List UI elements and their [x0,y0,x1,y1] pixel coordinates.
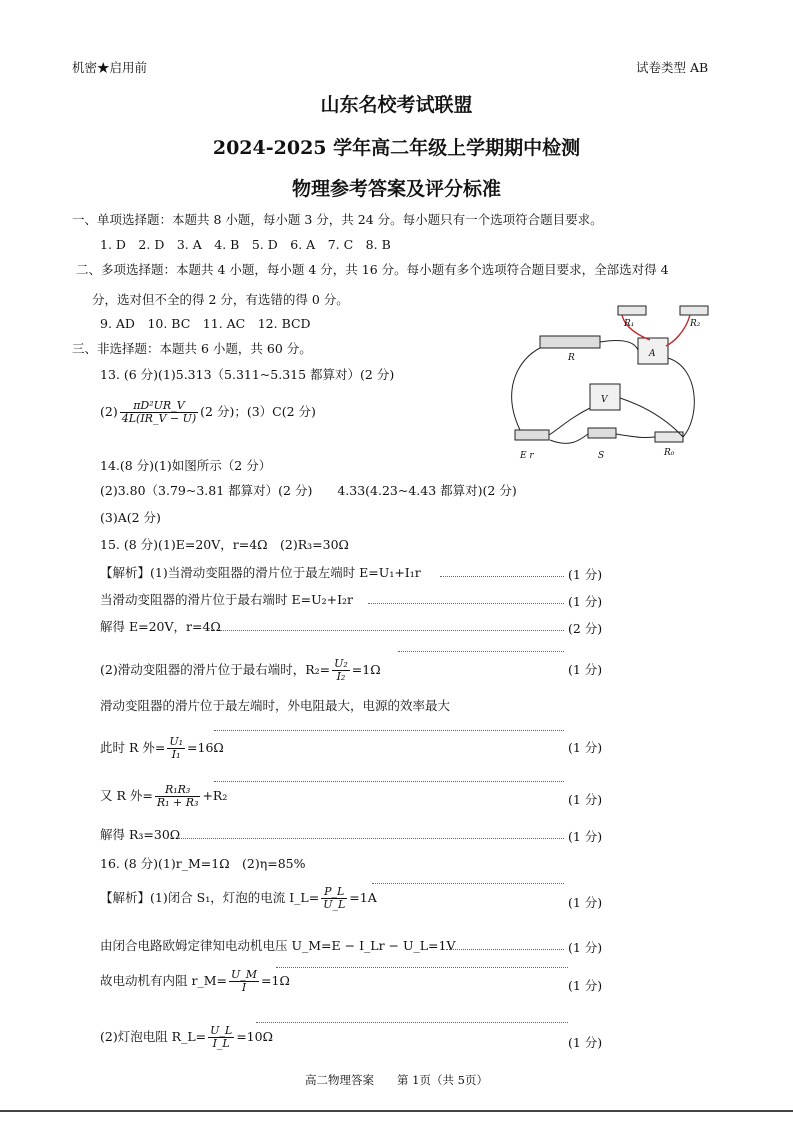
q15-line-4: (2)滑动变阻器的滑片位于最右端时，R₂= $\frac{\text{U₂}}{\text{I₂}}$ =1Ω [100,657,381,683]
confidential-label: 机密★启用前 [72,60,148,75]
q15-line-3: 解得 E=20V，r=4Ω [100,619,221,634]
q15-answer: 15. (8 分)(1)E=20V，r=4Ω (2)R₃=30Ω [100,537,349,552]
circuit-diagram [500,298,720,468]
page-footer: 高二物理答案 第 1页（共 5页） [305,1073,488,1087]
q15-score-2: (1 分) [568,594,603,609]
exam-title: 2024-2025 学年高二年级上学期期中检测 [212,137,581,159]
rheostat-r [540,336,600,348]
q16-answer: 16. (8 分)(1)r_M=1Ω (2)η=85% [100,856,306,871]
q15-line-7: 又 R 外= $\frac{\text{R₁R₃}}{\text{R₁ + R₃}}$ +R₂ [100,783,228,809]
resistor-r0 [655,432,683,442]
q16-line-1: 【解析】(1)闭合 S₁，灯泡的电流 I_L= $\frac{P\_L}{U\_L}$ =1A [100,885,377,911]
q15-score-7: (1 分) [568,792,603,807]
q14-answer-1: 14.(8 分)(1)如图所示（2 分） [100,458,272,473]
svg-text:R₀: R₀ [664,448,675,458]
q14-answer-3: (3)A(2 分) [100,510,161,525]
q16-line-4: (2)灯泡电阻 R_L= $\frac{U\_L}{I\_L}$ =10Ω [100,1024,273,1050]
q15-line-6: 此时 R 外= $\frac{\text{U₁}}{\text{I₁}}$ =16Ω [100,735,224,761]
bottom-rule [0,1110,793,1112]
section-2-heading-cont: 分，选对但不全的得 2 分，有选错的得 0 分。 [92,292,349,307]
svg-text:E r: E r [520,451,534,461]
q16-score-4: (1 分) [568,1035,603,1050]
resistor-r2 [680,306,708,315]
switch-s [588,428,616,438]
q15-score-3: (2 分) [568,621,603,636]
q15-score-6: (1 分) [568,740,603,755]
svg-text:R: R [568,353,575,363]
answer-title: 物理参考答案及评分标准 [291,178,501,200]
q15-score-1: (1 分) [568,567,603,582]
q15-score-8: (1 分) [568,829,603,844]
q15-score-4: (1 分) [568,662,603,677]
q16-line-3: 故电动机有内阻 r_M= $\frac{U\_M}{I}$ =1Ω [100,968,290,994]
section-2-answers: 9. AD 10. BC 11. AC 12. BCD [100,316,311,331]
resistor-r1 [618,306,646,315]
q15-line-8: 解得 R₃=30Ω [100,827,181,842]
q16-line-2: 由闭合电路欧姆定律知电动机电压 U_M=E − I_Lr − U_L=1V [100,938,456,953]
svg-text:R₁: R₁ [624,319,635,329]
q16-score-3: (1 分) [568,978,603,993]
svg-text:S: S [598,451,605,461]
section-1-heading: 一、单项选择题：本题共 8 小题，每小题 3 分，共 24 分。每小题只有一个选项符合题目要求。 [72,212,603,227]
q14-answer-2: (2)3.80（3.79~3.81 都算对）(2 分) 4.33(4.23~4.43 都算对)(2 分) [100,483,517,498]
section-1-answers: 1. D 2. D 3. A 4. B 5. D 6. A 7. C 8. B [100,237,391,252]
q15-line-2: 当滑动变阻器的滑片位于最右端时 E=U₂+I₂r [100,592,354,607]
battery [515,430,549,440]
section-3-heading: 三、非选择题：本题共 6 小题，共 60 分。 [72,341,312,356]
svg-text:A: A [649,349,656,359]
q13-answer-1: 13. (6 分)(1)5.313（5.311~5.315 都算对）(2 分) [100,367,395,382]
svg-text:R₂: R₂ [690,319,701,329]
q16-score-2: (1 分) [568,940,603,955]
q16-score-1: (1 分) [568,895,603,910]
section-2-heading: 二、多项选择题：本题共 4 小题，每小题 4 分，共 16 分。每小题有多个选项符合题目要求，全部选对得 4 [76,262,669,277]
q15-line-5: 滑动变阻器的滑片位于最左端时，外电阻最大，电源的效率最大 [100,698,451,713]
league-title: 山东名校考试联盟 [320,94,473,116]
svg-text:V: V [601,395,608,405]
q13-answer-2: (2) $\frac{\text{πD²UR\_V}}{4L(IR\_V - U)}$ (2 分)；(3）C(2 分) [100,399,316,425]
q15-line-1: 【解析】(1)当滑动变阻器的滑片位于最左端时 E=U₁+I₁r [100,565,421,580]
paper-type-label: 试卷类型 AB [636,60,709,75]
